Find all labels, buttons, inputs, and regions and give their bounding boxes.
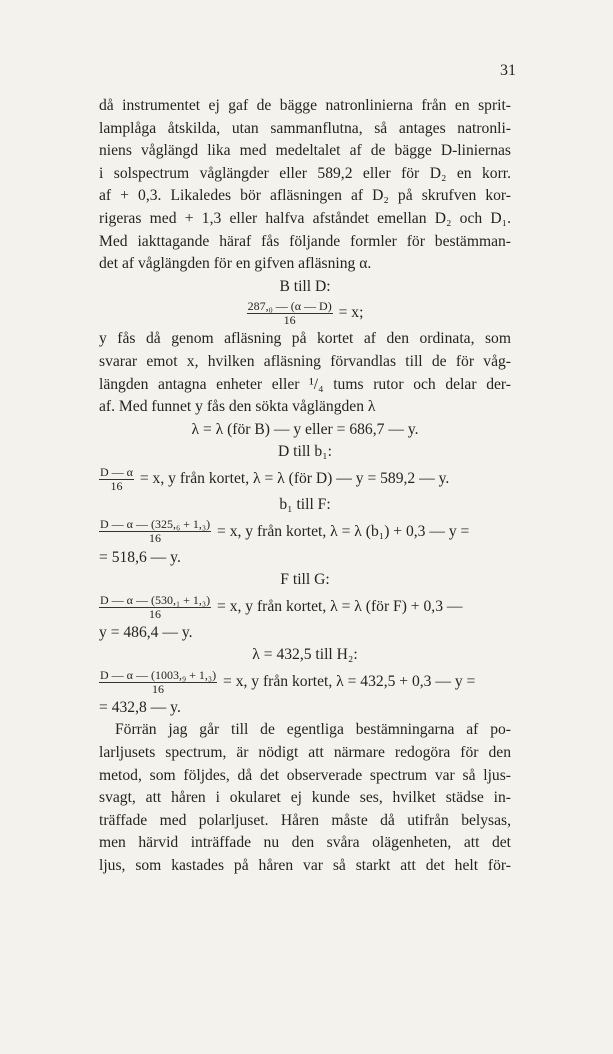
fraction [247, 300, 333, 327]
text-line: Förrän jag går till de egentliga bestämningarna af po- [115, 721, 511, 739]
text-line: af + 0,3. Likaledes bör afläsningen af D₂ på skrufven kor- [99, 187, 511, 205]
equation-rhs: = x, y från kortet, λ = λ (för F) + 0,3 — [217, 597, 463, 615]
equation-4 [99, 517, 511, 547]
text-line: svarar emot x, hvilken afläsning förvandlas till de för våg- [99, 352, 511, 370]
equation-1 [99, 298, 511, 328]
denominator: 16 [152, 681, 165, 696]
page-number: 31 [500, 62, 516, 79]
equation-5-continued: y = 486,4 — y. [99, 623, 193, 641]
text-line: niens våglängd lika med medeltalet af de bägge D-liniernas [99, 142, 511, 160]
numerator: D — α — (325,₆ + 1,₃) [100, 517, 211, 532]
equation-rhs: = x, y från kortet, λ = λ (för D) — y = 589,2 — y. [139, 469, 450, 487]
paragraph-1 [99, 95, 511, 276]
body-text [99, 95, 511, 878]
paragraph-3 [99, 719, 511, 877]
equation-2: λ = λ (för B) — y eller = 686,7 — y. [191, 420, 419, 438]
text-line: Med iakttagande häraf fås följande formler för bestämman- [99, 232, 511, 250]
heading-b-till-d: B till D: [279, 277, 331, 295]
equation-rhs: = x, y från kortet, λ = λ (b₁) + 0,3 — y = [217, 522, 470, 540]
text-line: svagt, att håren i okularet ej kunde ses, hvilket städse in- [99, 789, 511, 807]
numerator: D — α — (1003,₉ + 1,₃) [100, 667, 217, 682]
equation-3 [99, 464, 511, 494]
text-line: längden antagna enheter eller ¹/₄ tums rutor och delar der- [99, 375, 511, 393]
text-line: då instrumentet ej gaf de bägge natronlinierna från en sprit- [99, 97, 511, 114]
denominator: 16 [149, 531, 162, 546]
text-line: i solspectrum våglängder eller 589,2 eller för D₂ en korr. [99, 164, 511, 182]
text-line: det af våglängden för en gifven afläsning α. [99, 255, 372, 273]
denominator: 16 [283, 313, 296, 328]
heading-d-till-b1: D till b₁: [278, 443, 332, 461]
text-line: träffade med polarljuset. Håren måste då utifrån belysas, [99, 811, 511, 829]
text-line: y fås då genom afläsning på kortet af den ordinata, som [99, 330, 511, 348]
heading-g-till-h2: λ = 432,5 till H₂: [252, 646, 358, 664]
denominator: 16 [110, 478, 123, 493]
equation-6 [99, 667, 511, 697]
text-line: lamplåga åtskilda, utan sammanflutna, så antages natronli- [99, 119, 511, 137]
fraction [99, 594, 211, 621]
paragraph-2 [99, 328, 511, 418]
fraction [99, 466, 134, 493]
text-line: men härvid inträffade nu den svåra olägenheten, att det [99, 834, 511, 852]
equation-4-continued: = 518,6 — y. [99, 548, 181, 566]
heading-f-till-g: F till G: [280, 571, 330, 589]
numerator: D — α — (530,₁ + 1,₃) [100, 592, 211, 607]
text-line: ljus, som kastades på håren var så starkt att det helt för- [99, 857, 511, 875]
heading-b1-till-f: b₁ till F: [279, 495, 331, 513]
text-line: af. Med funnet y fås den sökta våglängden λ [99, 398, 376, 416]
fraction [99, 518, 211, 545]
text-line: larljusets spectrum, är nödigt att närmare redogöra för den [99, 744, 511, 762]
denominator: 16 [149, 606, 162, 621]
text-line: metod, som följdes, då det observerade spectrum var så ljus- [99, 766, 511, 784]
equation-rhs: = x; [338, 304, 364, 322]
fraction [99, 669, 217, 696]
equation-5 [99, 592, 511, 622]
text-line: rigeras med + 1,3 eller halfva afståndet emellan D₂ och D₁. [99, 209, 511, 227]
numerator: 287,₀ — (α — D) [247, 299, 332, 314]
numerator: D — α [100, 464, 133, 479]
equation-rhs: = x, y från kortet, λ = 432,5 + 0,3 — y = [223, 672, 476, 690]
equation-6-continued: = 432,8 — y. [99, 698, 181, 716]
